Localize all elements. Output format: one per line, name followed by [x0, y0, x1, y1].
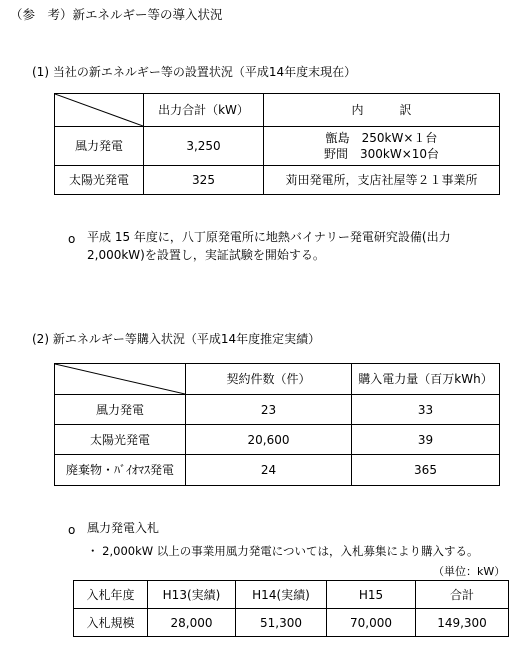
header-h14: H14(実績) [236, 581, 327, 609]
tender-table [73, 580, 509, 637]
bullet-marker: o [68, 232, 76, 246]
table-row [55, 455, 500, 486]
geothermal-note [87, 228, 451, 264]
unit-label: （単位：kW） [433, 565, 506, 578]
table-row [55, 166, 500, 195]
section2-title: (2) 新エネルギー等購入状況（平成14年度推定実績） [32, 332, 321, 346]
table-row [55, 425, 500, 455]
solar-breakdown: 苅田発電所，支店社屋等２１事業所 [264, 166, 500, 195]
wind-output: 3,250 [144, 127, 264, 166]
header-h15: H15 [327, 581, 416, 609]
purchase-amount: 39 [352, 425, 500, 455]
tender-h13: 28,000 [148, 609, 236, 637]
row-label: 入札規模 [74, 609, 148, 637]
row-label-wind: 風力発電 [55, 127, 144, 166]
contract-count: 23 [186, 395, 352, 425]
header-tender-year: 入札年度 [74, 581, 148, 609]
diagonal-header-cell [55, 94, 144, 127]
installation-table [54, 93, 500, 195]
row-label: 廃棄物・ﾊﾞｲｵﾏｽ発電 [55, 455, 186, 486]
header-contract-count: 契約件数（件） [186, 364, 352, 395]
header-breakdown: 内 訳 [264, 94, 500, 127]
contract-count: 20,600 [186, 425, 352, 455]
page-heading: （参 考）新エネルギー等の導入状況 [10, 7, 223, 22]
bullet-marker: o [68, 523, 76, 537]
wind-tender-title: 風力発電入札 [87, 521, 160, 535]
tender-h14: 51,300 [236, 609, 327, 637]
row-label: 太陽光発電 [55, 425, 186, 455]
header-total: 合計 [416, 581, 509, 609]
header-purchase-amount: 購入電力量（百万kWh） [352, 364, 500, 395]
purchase-amount: 365 [352, 455, 500, 486]
wind-tender-note: ・ 2,000kW 以上の事業用風力発電については，入札募集により購入する。 [87, 544, 479, 558]
row-label-solar: 太陽光発電 [55, 166, 144, 195]
purchase-amount: 33 [352, 395, 500, 425]
tender-h15: 70,000 [327, 609, 416, 637]
header-h13: H13(実績) [148, 581, 236, 609]
table-row [74, 609, 509, 637]
breakdown-line: 野間 300kW×10台 [323, 147, 440, 161]
purchase-table [54, 363, 500, 486]
note-line: 平成 15 年度に，八丁原発電所に地熱バイナリー発電研究設備(出力 [87, 230, 451, 244]
wind-breakdown [264, 127, 500, 166]
solar-output: 325 [144, 166, 264, 195]
contract-count: 24 [186, 455, 352, 486]
table-row [55, 395, 500, 425]
section1-title: (1) 当社の新エネルギー等の設置状況（平成14年度末現在） [32, 65, 357, 79]
row-label: 風力発電 [55, 395, 186, 425]
table-row [55, 127, 500, 166]
tender-total: 149,300 [416, 609, 509, 637]
breakdown-line: 甑島 250kW×１台 [325, 131, 438, 145]
diagonal-header-cell [55, 364, 186, 395]
note-line: 2,000kW)を設置し，実証試験を開始する。 [87, 248, 325, 262]
header-output-total: 出力合計（kW） [144, 94, 264, 127]
